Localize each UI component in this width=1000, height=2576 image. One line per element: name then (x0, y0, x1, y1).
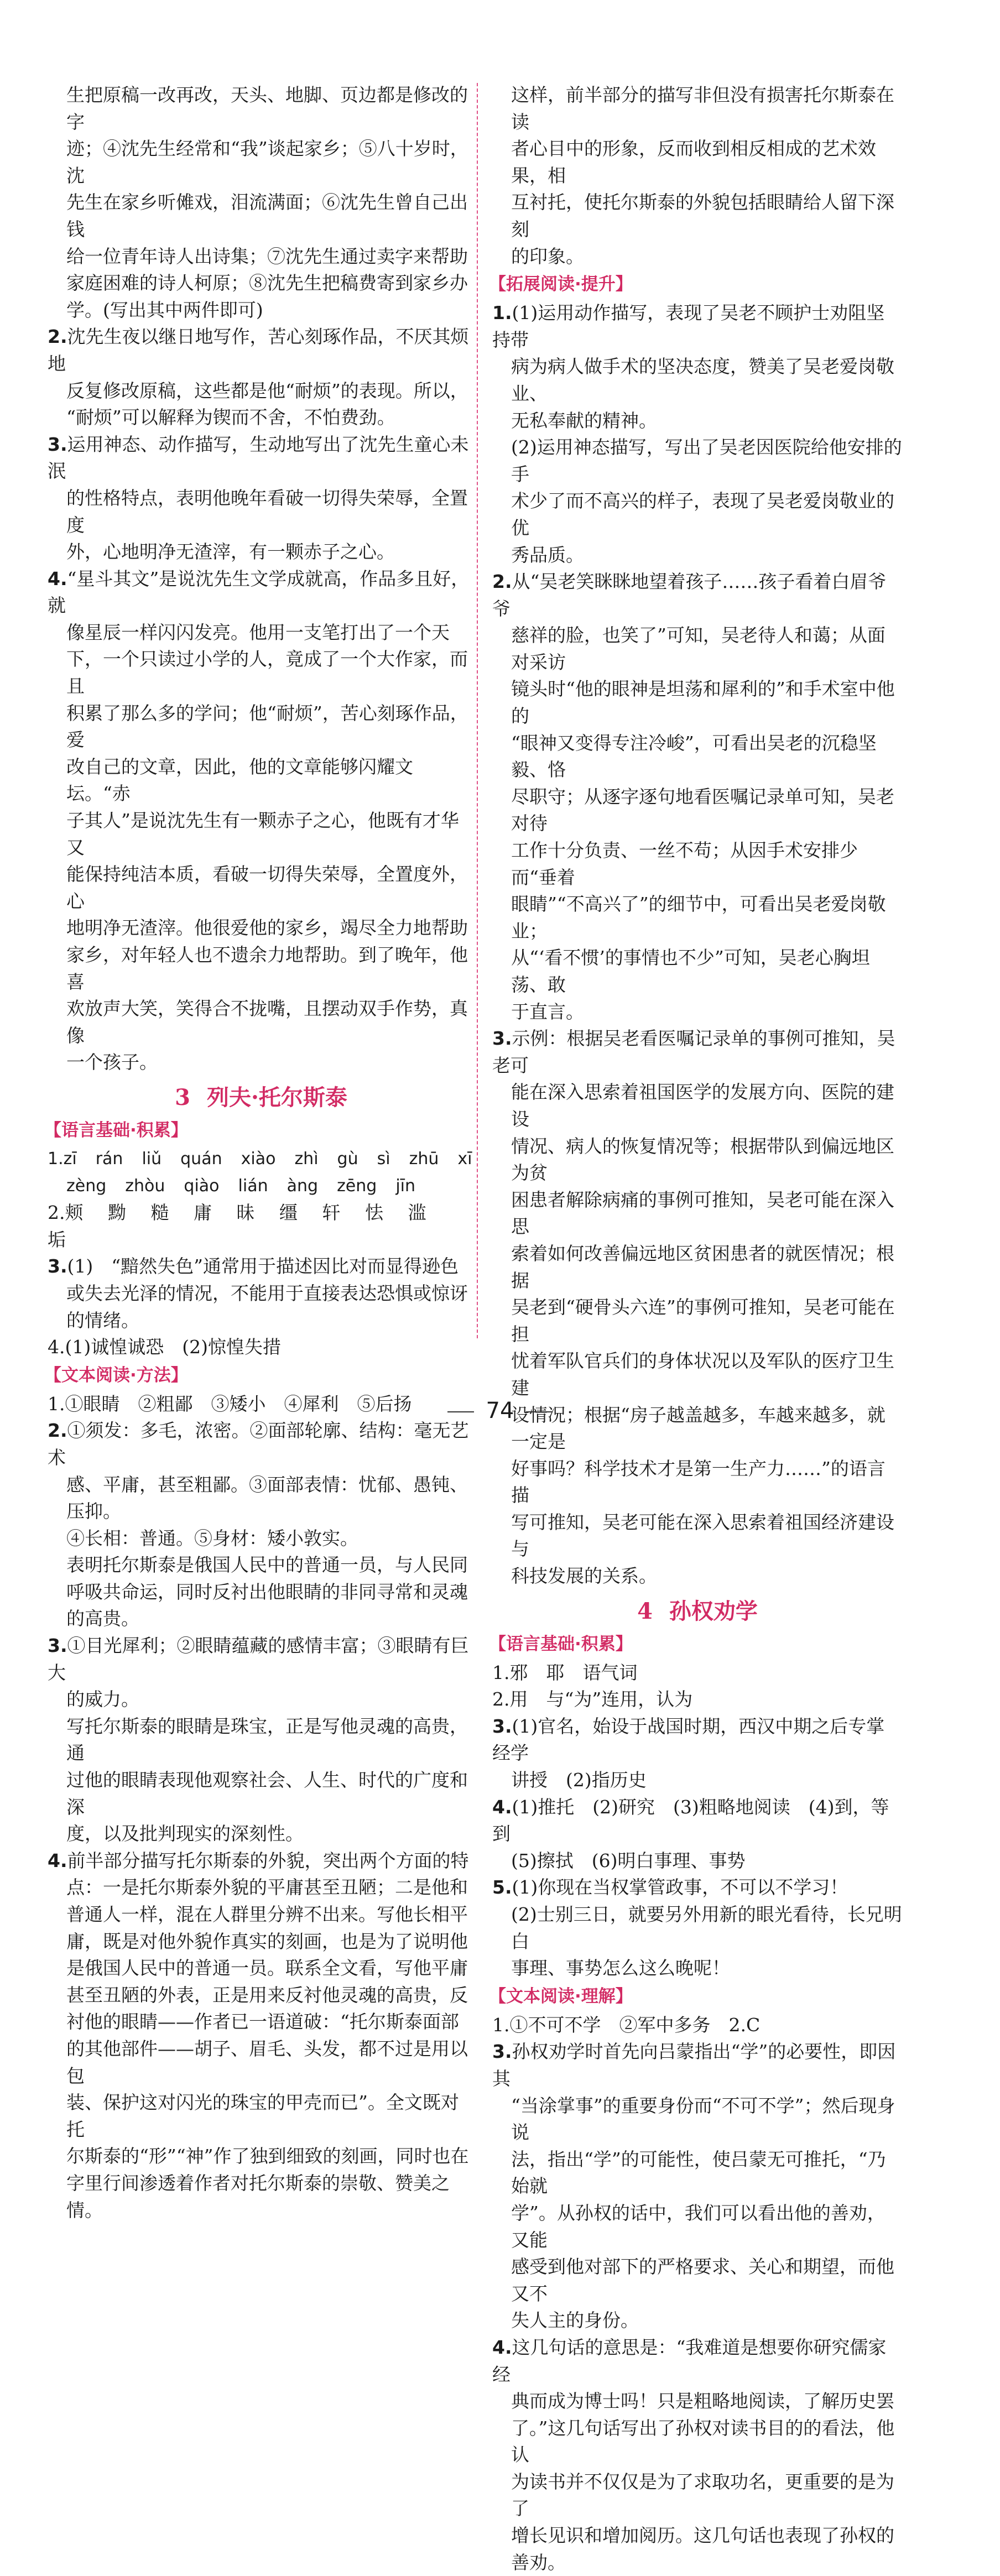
section-heading-language-basics: 【语言基础·积累】 (44, 1120, 188, 1140)
left-continuation-line: 迹；④沈先生经常和“我”谈起家乡；⑤八十岁时，沈 (66, 138, 468, 186)
answer-line: 镜头时“他的眼神是坦荡和犀利的”和手术室中他的 (511, 678, 895, 727)
answer-line: 于直言。 (511, 1000, 584, 1023)
character: 2.颊 (48, 1202, 84, 1224)
answer-3 (48, 431, 475, 566)
answer-number: 3. (492, 2041, 512, 2063)
left-continuation-line: 家庭困难的诗人柯原；⑧沈先生把稿费寄到家乡办 (66, 272, 468, 294)
answer-line: (5)擦拭 (6)明白事理、事势 (511, 1849, 746, 1871)
answer-line: 表明托尔斯泰是俄国人民中的普通一员，与人民同 (66, 1554, 468, 1576)
pinyin: zhì (294, 1149, 319, 1169)
answer-line: (2)士别三日，就要另外用新的眼光看待，长兄明白 (511, 1904, 902, 1952)
answer-line: 积累了那么多的学问；他“耐烦”，苦心刻琢作品，爱 (66, 702, 468, 751)
section-heading-extended-reading: 【拓展阅读·提升】 (489, 274, 633, 295)
answer-line: (1) “黯然失色”通常用于描述因比对而显得逊色 (67, 1255, 459, 1277)
answer-line: 像星辰一样闪闪发亮。他用一支笔打出了一个天 (66, 621, 450, 643)
answer-line: 感受到他对部下的严格要求、关心和期望，而他又不 (511, 2256, 894, 2304)
answer-line: ①目光犀利；②眼睛蕴藏的感情丰富；③眼睛有巨大 (48, 1635, 469, 1683)
reading-answer-3 (48, 1633, 475, 1848)
answer-line: 讲授 (2)指历史 (511, 1769, 647, 1791)
answer-number: 3. (48, 1255, 67, 1277)
page-number (0, 1398, 1000, 1423)
answer-line: 的情绪。 (66, 1309, 139, 1331)
pinyin: àng (287, 1176, 319, 1196)
answer-line: 运用神态、动作描写，生动地写出了沈先生童心未泯 (48, 433, 469, 482)
pinyin: zēng (337, 1176, 377, 1196)
answer-number: 4. (492, 1796, 512, 1818)
answer-line: 的威力。 (66, 1688, 139, 1711)
pinyin: gù (337, 1149, 358, 1169)
section-heading-text-reading-method: 【文本阅读·方法】 (44, 1365, 188, 1385)
reading-answer-4 (48, 1848, 475, 2224)
answer-line: 工作十分负责、一丝不苟；从因手术安排少而“垂着 (511, 839, 858, 888)
answer-number: 4. (48, 1849, 67, 1871)
understanding-answer-4 (492, 2334, 903, 2576)
answer-line: 好事吗？科学技术才是第一生产力……”的语言描 (511, 1457, 886, 1506)
answer-number: 5. (492, 1876, 512, 1899)
basics-answer-4: 4.(1)诚惶诚恐 (2)惊惶失措 (48, 1336, 281, 1358)
answer-line: 索着如何改善偏远地区贫困患者的就医情况；根据 (511, 1242, 894, 1291)
answer-line: 庸，既是对他外貌作真实的刻画，也是为了说明他 (66, 1930, 468, 1952)
section-heading-language-basics: 【语言基础·积累】 (489, 1634, 633, 1654)
answer-line: 病为病人做手术的坚决态度，赞美了吴老爱岗敬业、 (511, 356, 894, 404)
answer-line: 从“吴老笑眯眯地望着孩子……孩子看着白眉爷爷 (492, 571, 887, 619)
chapter-number: 4 (637, 1598, 653, 1624)
answer-line: “耐烦”可以解释为锲而不舍，不怕费劲。 (66, 406, 395, 429)
pinyin-row (48, 1173, 475, 1200)
character: 昧 (236, 1202, 255, 1224)
pinyin: liǔ (142, 1149, 162, 1169)
answer-line: 家乡，对年轻人也不遗余力地帮助。到了晚年，他喜 (66, 944, 468, 993)
answer-line: 忧着军队官兵们的身体状况以及军队的医疗卫生建 (511, 1350, 894, 1399)
answer-line: 写托尔斯泰的眼睛是珠宝，正是写他灵魂的高贵，通 (66, 1715, 468, 1764)
right-continuation-line: 互衬托，使托尔斯泰的外貌包括眼睛给人留下深刻 (511, 191, 894, 240)
pinyin: 1.zī (48, 1149, 77, 1169)
reading-answer-1: 1.①眼睛 ②粗鄙 ③矮小 ④犀利 ⑤后扬 (48, 1393, 412, 1415)
answer-line: 过他的眼睛表现他观察社会、人生、时代的广度和深 (66, 1769, 468, 1818)
answer-line: 的其他部件——胡子、眉毛、头发，都不过是用以包 (66, 2037, 468, 2087)
answer-line: 善劝。 (511, 2551, 566, 2573)
answer-line: 反复修改原稿，这些都是他“耐烦”的表现。所以， (66, 379, 468, 401)
answer-line: 前半部分描写托尔斯泰的外貌，突出两个方面的特 (67, 1849, 469, 1871)
answer-number: 2. (48, 326, 67, 348)
page-number-value: 74 (486, 1398, 514, 1423)
pinyin: zhòu (125, 1176, 165, 1196)
answer-line: “当涂掌事”的重要身份而“不可不学”；然后现身说 (511, 2094, 895, 2144)
extended-answer-2 (492, 569, 903, 1025)
answer-line: 了。”这几句话写出了孙权对读书目的的看法，他认 (511, 2417, 895, 2466)
basics-answer-5 (492, 1874, 903, 1981)
answer-line: (1)推托 (2)研究 (3)粗略地阅读 (4)到，等到 (492, 1796, 889, 1845)
answer-line: 从“‘看不惯’的事情也不少”可知，吴老心胸坦荡、敢 (511, 947, 870, 995)
answer-line: 改自己的文章，因此，他的文章能够闪耀文坛。“赤 (66, 755, 413, 805)
answer-line: “星斗其文”是说沈先生文学成就高，作品多且好，就 (48, 567, 470, 617)
answer-number: 1. (492, 302, 512, 324)
answer-number: 3. (492, 1028, 512, 1050)
pinyin: lián (238, 1176, 268, 1196)
right-continuation-line: 的印象。 (511, 245, 584, 267)
character: 怯 (365, 1202, 383, 1224)
answer-line: 无私奉献的精神。 (511, 409, 657, 431)
chapter-name: 孙权劝学 (669, 1598, 758, 1624)
pinyin: sì (377, 1149, 390, 1169)
answer-line: 慈祥的脸，也笑了”可知，吴老待人和蔼；从面对采访 (511, 624, 886, 673)
answer-line: 吴老到“硬骨头六连”的事例可推知，吴老可能在担 (511, 1296, 895, 1345)
answer-line: 甚至丑陋的外表，正是用来反衬他灵魂的高贵，反 (66, 1984, 468, 2006)
chapter-name: 列夫·托尔斯泰 (206, 1084, 347, 1110)
left-continuation-line: 先生在家乡听傩戏，泪流满面；⑥沈先生曾自己出钱 (66, 191, 468, 240)
left-column (44, 82, 475, 2224)
answer-line: 沈先生夜以继日地写作，苦心刻琢作品，不厌其烦地 (48, 326, 469, 374)
chapter-3-title (48, 1080, 475, 1116)
character: 垢 (48, 1228, 66, 1250)
answer-line: 科技发展的关系。 (511, 1565, 657, 1587)
answer-line: 能在深入思索着祖国医学的发展方向、医院的建设 (511, 1081, 894, 1130)
answer-line: ①须发：多毛，浓密。②面部轮廓、结构：毫无艺术 (48, 1420, 469, 1468)
basics-answer-3 (48, 1253, 475, 1334)
section-heading-text-reading-understanding: 【文本阅读·理解】 (489, 1986, 633, 2006)
answer-line: 是俄国人民中的普通一员。联系全文看，写他平庸 (66, 1957, 468, 1979)
pinyin-row (48, 1146, 475, 1173)
character: 糙 (150, 1202, 169, 1224)
right-continuation-line: 这样，前半部分的描写非但没有损害托尔斯泰在读 (511, 84, 894, 133)
character: 黝 (108, 1202, 126, 1224)
answer-number: 4. (48, 567, 67, 590)
basics-answer-2: 2.用 与“为”连用，认为 (492, 1688, 693, 1711)
extended-answer-1 (492, 300, 903, 569)
answer-line: 这几句话的意思是：“我难道是想要你研究儒家经 (492, 2336, 887, 2385)
dash-decoration (526, 1411, 553, 1412)
left-continuation-line: 生把原稿一改再改，天头、地脚、页边都是修改的字 (66, 84, 468, 133)
answer-line: 的高贵。 (66, 1608, 139, 1630)
answer-2 (48, 324, 475, 431)
answer-number: 2. (492, 571, 512, 593)
answer-line: (2)运用神态描写，写出了吴老因医院给他安排的手 (511, 436, 902, 485)
answer-line: 或失去光泽的情况，不能用于直接表达恐惧或惊讶 (66, 1282, 468, 1304)
answer-line: 事理、事势怎么这么晚呢！ (511, 1957, 730, 1979)
dash-decoration (447, 1411, 474, 1412)
answer-line: 一个孩子。 (66, 1051, 158, 1073)
understanding-answer-3 (492, 2038, 903, 2334)
character: 轩 (322, 1202, 341, 1224)
answer-line: 呼吸共命运，同时反衬出他眼睛的非同寻常和灵魂 (66, 1581, 468, 1603)
answer-number: 3. (48, 433, 67, 455)
right-column (489, 82, 903, 2576)
pinyin: qiào (184, 1176, 220, 1196)
answer-4 (48, 566, 475, 1076)
pinyin: zhū (409, 1149, 439, 1169)
pinyin: xiào (241, 1149, 276, 1169)
column-divider (477, 83, 478, 1338)
answer-line: “眼神又变得专注冷峻”，可看出吴老的沉稳坚毅、恪 (511, 732, 877, 781)
character: 滥 (408, 1202, 426, 1224)
answer-line: 学”。从孙权的话中，我们可以看出他的善劝，又能 (511, 2202, 886, 2251)
chapter-number: 3 (175, 1084, 190, 1110)
answer-line: 地明净无渣滓。他很爱他的家乡，竭尽全力地帮助 (66, 917, 468, 939)
basics-answer-1: 1.邪 耶 语气词 (492, 1661, 638, 1683)
left-continuation-line: 给一位青年诗人出诗集；⑦沈先生通过卖字来帮助 (66, 245, 468, 267)
character: 缰 (279, 1202, 298, 1224)
answer-line: 下，一个只读过小学的人，竟成了一个大作家，而且 (66, 648, 468, 697)
answer-line: 示例：根据吴老看医嘱记录单的事例可推知，吴老可 (492, 1028, 895, 1076)
answer-line: 度，以及批判现实的深刻性。 (66, 1823, 304, 1845)
extended-answer-3 (492, 1025, 903, 1589)
answer-line: 孙权劝学时首先向吕蒙指出“学”的必要性，即因其 (492, 2041, 896, 2089)
answer-line: 尔斯泰的“形”“神”作了独到细致的刻画，同时也在 (66, 2145, 469, 2167)
answer-line: 点：一是托尔斯泰外貌的平庸甚至丑陋；二是他和 (66, 1876, 468, 1899)
left-continuation-line: 学。(写出其中两件即可) (66, 299, 263, 321)
right-continuation-line: 者心目中的形象，反而收到相反相成的艺术效果，相 (511, 138, 876, 186)
answer-line: 情况、病人的恢复情况等；根据带队到偏远地区为贫 (511, 1135, 894, 1184)
answer-line: 困患者解除病痛的事例可推知，吴老可能在深入思 (511, 1188, 894, 1238)
basics-answer-3 (492, 1713, 903, 1794)
answer-line: 字里行间渗透着作者对托尔斯泰的崇敬、赞美之情。 (66, 2172, 450, 2221)
basics-answer-4 (492, 1794, 903, 1875)
understanding-answer-1-2: 1.①不可不学 ②军中多务 2.C (492, 2014, 761, 2036)
answer-line: 眼睛”“不高兴了”的细节中，可看出吴老爱岗敬业； (511, 893, 886, 942)
answer-line: 为读书并不仅仅是为了求取功名，更重要的是为了 (511, 2470, 894, 2520)
character: 庸 (194, 1202, 212, 1224)
pinyin: jīn (395, 1176, 416, 1196)
answer-line: 写可推知，吴老可能在深入思索着祖国经济建设与 (511, 1511, 894, 1560)
answer-line: 失人主的身份。 (511, 2309, 639, 2332)
answer-line: (1)你现在当权掌管政事，不可以不学习！ (512, 1876, 848, 1899)
answer-line: 秀品质。 (511, 544, 584, 566)
answer-line: 衬他的眼睛——作者已一语道破：“托尔斯泰面部 (66, 2011, 459, 2033)
answer-line: 术少了而不高兴的样子，表现了吴老爱岗敬业的优 (511, 490, 894, 539)
answer-line: 子其人”是说沈先生有一颗赤子之心，他既有才华又 (66, 810, 459, 858)
answer-line: 典而成为博士吗！只是粗略地阅读，了解历史罢 (511, 2390, 894, 2412)
reading-answer-2 (48, 1417, 475, 1633)
answer-line: 法，指出“学”的可能性，使吕蒙无可推托，“乃始就 (511, 2148, 886, 2197)
answer-line: 的性格特点，表明他晚年看破一切得失荣辱，全置度 (66, 487, 468, 536)
answer-line: (1)运用动作描写，表现了吴老不顾护士劝阻坚持带 (492, 302, 885, 351)
answer-line: 感、平庸，甚至粗鄙。③面部表情：忧郁、愚钝、压抑。 (66, 1473, 468, 1522)
answer-number: 4. (492, 2336, 512, 2358)
answer-line: 外，心地明净无渣滓，有一颗赤子之心。 (66, 541, 395, 563)
answer-line: 装、保护这对闪光的珠宝的甲壳而已”。全文既对托 (66, 2092, 459, 2140)
answer-line: 尽职守；从逐字逐句地看医嘱记录单可知，吴老对待 (511, 785, 894, 835)
answer-line: ④长相：普通。⑤身材：矮小敦实。 (66, 1527, 358, 1549)
pinyin: rán (95, 1149, 123, 1169)
answer-number: 3. (48, 1635, 67, 1657)
answer-line: 普通人一样，混在人群里分辨不出来。写他长相平 (66, 1904, 468, 1925)
answer-line: 增长见识和增加阅历。这几句话也表现了孙权的 (511, 2525, 894, 2547)
pinyin: xī (457, 1149, 472, 1169)
answer-number: 3. (492, 1715, 512, 1737)
answer-line: 能保持纯洁本质，看破一切得失荣辱，全置度外，心 (66, 863, 468, 912)
answer-line: (1)官名，始设于战国时期，西汉中期之后专掌经学 (492, 1715, 885, 1764)
answer-line: 设情况；根据“房子越盖越多，车越来越多，就一定是 (511, 1404, 886, 1453)
pinyin: zèng (66, 1176, 107, 1196)
answer-number: 2. (48, 1420, 67, 1442)
chapter-4-title (492, 1593, 903, 1630)
pinyin: quán (180, 1149, 222, 1169)
character-row (48, 1200, 475, 1253)
answer-line: 欢放声大笑，笑得合不拢嘴，且摆动双手作势，真像 (66, 998, 468, 1046)
